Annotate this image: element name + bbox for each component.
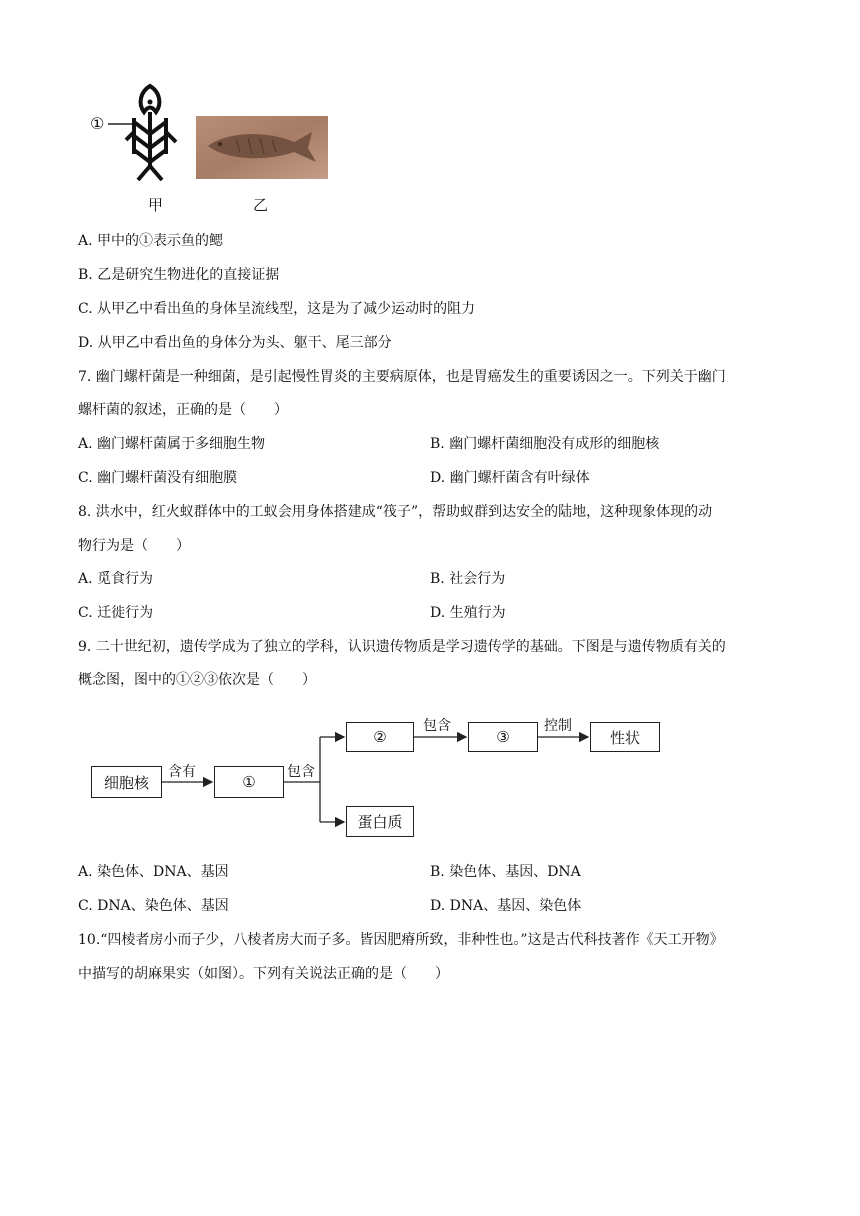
q8-option-c: C. 迁徙行为 [78,605,154,621]
q6-option-d: D. 从甲乙中看出鱼的身体分为头、躯干、尾三部分 [78,335,392,351]
node-1: ① [214,766,284,798]
q7-option-b: B. 幽门螺杆菌细胞没有成形的细胞核 [430,436,660,452]
q7-option-d: D. 幽门螺杆菌含有叶绿体 [430,470,590,486]
q10-stem-line2: 中描写的胡麻果实（如图）。下列有关说法正确的是（ ） [78,966,449,982]
label-contains-1: 含有 [168,764,196,780]
q8-option-a: A. 觅食行为 [78,571,154,587]
q6-option-c: C. 从甲乙中看出鱼的身体呈流线型，这是为了减少运动时的阻力 [78,301,476,317]
q9-option-d: D. DNA、基因、染色体 [430,898,582,914]
q7-option-c: C. 幽门螺杆菌没有细胞膜 [78,470,238,486]
label-yi: 乙 [253,196,269,214]
node-3: ③ [468,722,538,752]
q9-option-c: C. DNA、染色体、基因 [78,898,229,914]
q7-option-a: A. 幽门螺杆菌属于多细胞生物 [78,436,266,452]
q7-stem-line1: 7. 幽门螺杆菌是一种细菌，是引起慢性胃炎的主要病原体，也是胃癌发生的重要诱因之一。下列关于幽门 [78,369,726,385]
label-contains-2: 包含 [287,764,315,780]
node-nucleus: 细胞核 [91,766,162,798]
q6-option-a: A. 甲中的①表示鱼的鳃 [78,233,224,249]
q9-stem-line1: 9. 二十世纪初，遗传学成为了独立的学科，认识遗传物质是学习遗传学的基础。下图是与遗传物质有关的 [78,639,726,655]
q6-option-b: B. 乙是研究生物进化的直接证据 [78,267,280,283]
node-trait: 性状 [590,722,660,752]
node-protein: 蛋白质 [346,806,414,837]
q7-stem-line2: 螺杆菌的叙述，正确的是（ ） [78,402,288,418]
callout-marker: ① [90,114,105,133]
q9-option-b: B. 染色体、基因、DNA [430,864,581,880]
label-jia: 甲 [148,196,164,214]
q8-stem-line2: 物行为是（ ） [78,538,190,554]
q9-option-a: A. 染色体、DNA、基因 [78,864,229,880]
q10-stem-line1: 10.“四棱者房小而子少，八棱者房大而子多。皆因肥瘠所致，非种性也。”这是古代科技著作《天工开物》 [78,932,724,948]
label-contains-3: 包含 [423,718,451,734]
q8-option-b: B. 社会行为 [430,571,506,587]
node-2: ② [346,722,414,752]
label-control: 控制 [544,718,572,734]
q8-stem-line1: 8. 洪水中，红火蚁群体中的工蚁会用身体搭建成“筏子”，帮助蚁群到达安全的陆地，这种现象体现的动 [78,504,713,520]
q9-stem-line2: 概念图，图中的①②③依次是（ ） [78,672,316,688]
q8-option-d: D. 生殖行为 [430,605,506,621]
